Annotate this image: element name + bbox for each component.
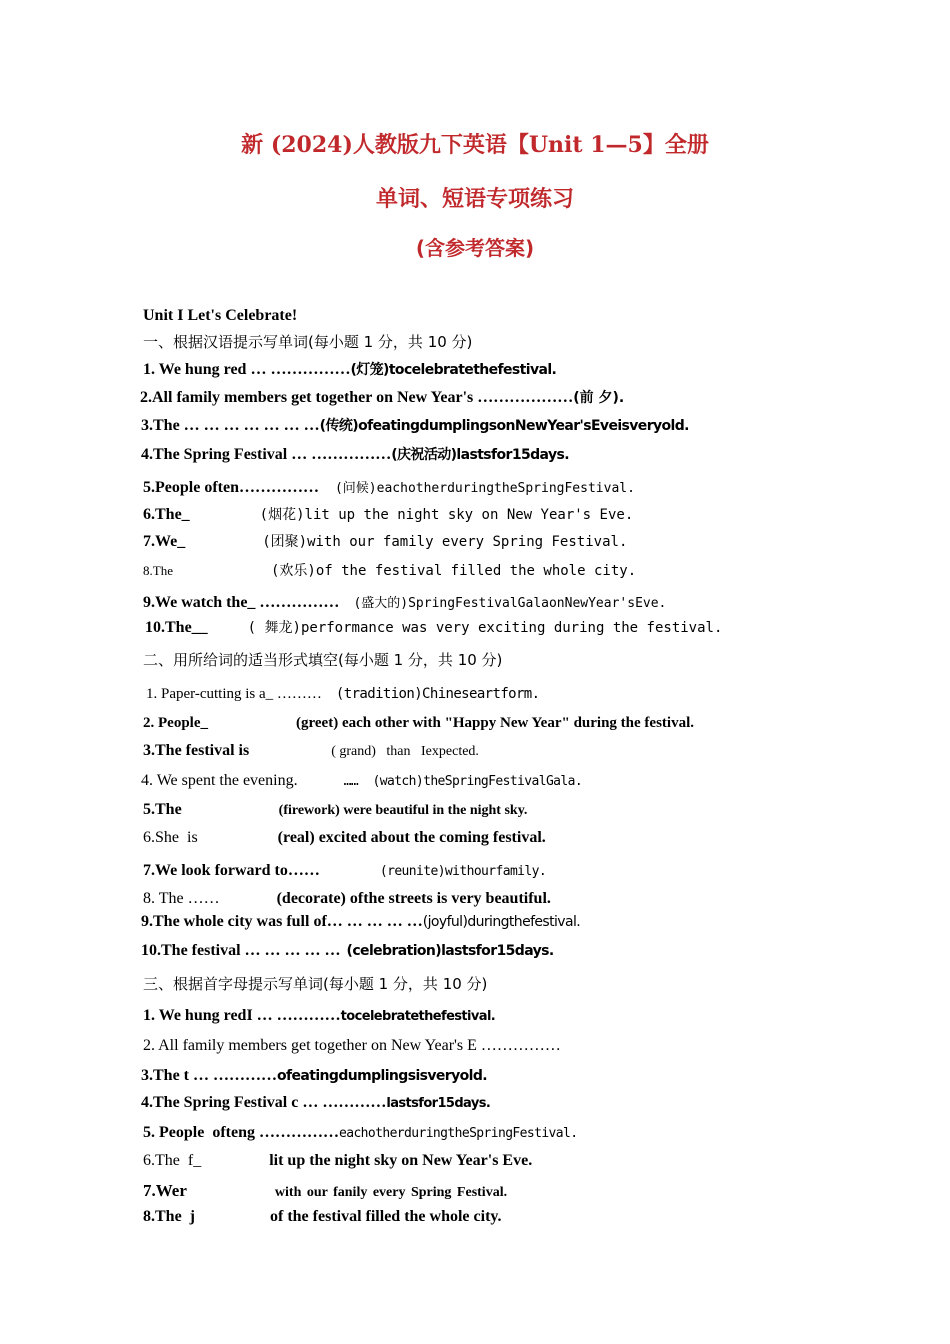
section-1-heading: 一、根据汉语提示写单词(每小题 1 分，共 10 分) [143,333,473,351]
s1-question-3 [141,418,689,434]
s1-question-7 [143,534,627,550]
s1-question-5 [143,480,635,496]
q-hint: (decorate) ofthe streets is very beautiful. [276,890,551,907]
q-stem: 1. We hung red … …………… [143,361,351,378]
q-stem: 2.All family members get together on New Year's ……………… [140,389,574,406]
q-stem: 4. We spent the evening. [141,772,298,789]
q-hint: (烟花)lit up the night sky on New Year's Eve. [259,507,634,523]
s3-question-4 [141,1095,490,1111]
q-stem: 1. We hung redI … ………… [143,1007,341,1024]
s3-question-2 [143,1038,561,1054]
s3-question-6 [143,1153,532,1169]
q-hint: (joyful)duringthefestival. [422,914,581,930]
q-stem: 10.The__ [145,619,208,636]
q-hint: lastsfor15days. [386,1096,491,1111]
q-hint: (团聚)with our family every Spring Festival. [262,534,628,550]
s3-question-8 [143,1209,502,1225]
s2-question-7 [143,863,546,879]
s2-question-2 [143,715,694,731]
q-stem: 7.Wer [143,1181,187,1200]
s1-question-1 [143,362,556,378]
s2-question-9 [141,914,580,930]
q-hint: (celebration)lastsfor15days. [346,943,554,959]
s3-question-3 [141,1068,487,1084]
q-hint: ( 舞龙)performance was very exciting during the festival. [247,620,723,636]
q-stem: 5.The [143,801,182,818]
q-hint: ( grand) than Iexpected. [331,744,479,759]
s1-question-6 [143,507,633,523]
q-hint: (firework) were beautiful in the night sky. [278,803,528,818]
s1-question-4 [141,447,569,463]
q-stem: 10.The festival … … … … … [141,942,341,959]
s3-question-1 [143,1008,495,1024]
s2-question-4 [141,773,582,789]
q-hint: (问候)eachotherduringtheSpringFestival. [334,481,635,496]
section-2-heading: 二、用所给词的适当形式填空(每小题 1 分，共 10 分) [143,651,503,669]
q-hint: (盛大的)SpringFestivalGalaonNewYear'sEve. [353,596,667,611]
q-hint: ofeatingdumplingsisveryold. [277,1068,487,1084]
document-title: 新 (2024)人教版九下英语【Unit 1—5】全册 [241,132,709,158]
q-stem: 5. People ofteng …………… [143,1124,339,1141]
q-hint: (灯笼)tocelebratethefestival. [350,362,557,378]
q-stem: 7.We look forward to…… [143,862,320,879]
s2-question-10 [141,943,554,959]
q-stem: 9.We watch the_ …………… [143,594,340,611]
s2-question-8 [143,891,551,907]
q-hint: (reunite)withourfamily. [379,864,547,879]
unit-heading: Unit I Let's Celebrate! [143,307,298,324]
q-hint: (庆祝活动)lastsfor15days. [391,447,569,463]
q-stem: 7.We_ [143,533,186,550]
document-subtitle: 单词、短语专项练习 [375,187,574,212]
q-stem: 8.The [143,563,173,578]
q-stem: 8. The …… [143,890,220,907]
q-hint: of the festival filled the whole city. [270,1208,502,1225]
s2-question-5 [143,802,527,818]
q-stem: 3.The … … … … … … … [141,417,320,434]
q-stem: 3.The t … ………… [141,1067,277,1084]
q-stem: 9.The whole city was full of… … … … … [141,913,423,930]
q-hint: (greet) each other with "Happy New Year" during the festival. [296,715,694,731]
s1-question-10 [145,620,722,636]
q-stem: 6.The_ [143,506,190,523]
q-hint: with our fanily every Spring Festival. [274,1185,508,1200]
s2-question-1 [146,686,539,702]
q-stem: 1. Paper-cutting is a_ ……… [146,686,322,702]
q-stem: 3.The festival is [143,742,250,759]
q-stem: 2. People_ [143,715,208,731]
q-hint: (real) excited about the coming festival. [277,829,546,846]
q-hint: eachotherduringtheSpringFestival. [338,1126,578,1141]
s1-question-8 [143,563,636,579]
q-hint: (前 夕). [573,390,625,406]
s3-question-7 [143,1182,507,1200]
q-hint: tocelebratethefestival. [340,1009,496,1024]
s1-question-9 [143,595,666,611]
q-hint: …… (watch)theSpringFestivalGala. [343,774,583,789]
q-hint: (欢乐)of the festival filled the whole city. [270,563,637,579]
answer-note: (含参考答案) [415,236,535,260]
section-3-heading: 三、根据首字母提示写单词(每小题 1 分，共 10 分) [143,975,488,993]
q-stem: 4.The Spring Festival c … ………… [141,1094,387,1111]
q-hint: (tradition)Chineseartform. [335,686,540,702]
q-hint: (传统)ofeatingdumplingsonNewYear'sEveisveryold. [319,418,689,434]
s1-question-2 [140,390,624,406]
s2-question-6 [143,830,546,846]
q-stem: 5.People often…………… [143,479,319,496]
q-stem: 2. All family members get together on New Year's E …………… [143,1037,561,1054]
q-stem: 6.She is [143,829,198,846]
s3-question-5 [143,1125,577,1141]
q-stem: 4.The Spring Festival … …………… [141,446,392,463]
q-stem: 6.The f_ [143,1152,202,1169]
s2-question-3 [143,743,479,759]
q-hint: lit up the night sky on New Year's Eve. [269,1152,533,1169]
q-stem: 8.The j [143,1208,195,1225]
